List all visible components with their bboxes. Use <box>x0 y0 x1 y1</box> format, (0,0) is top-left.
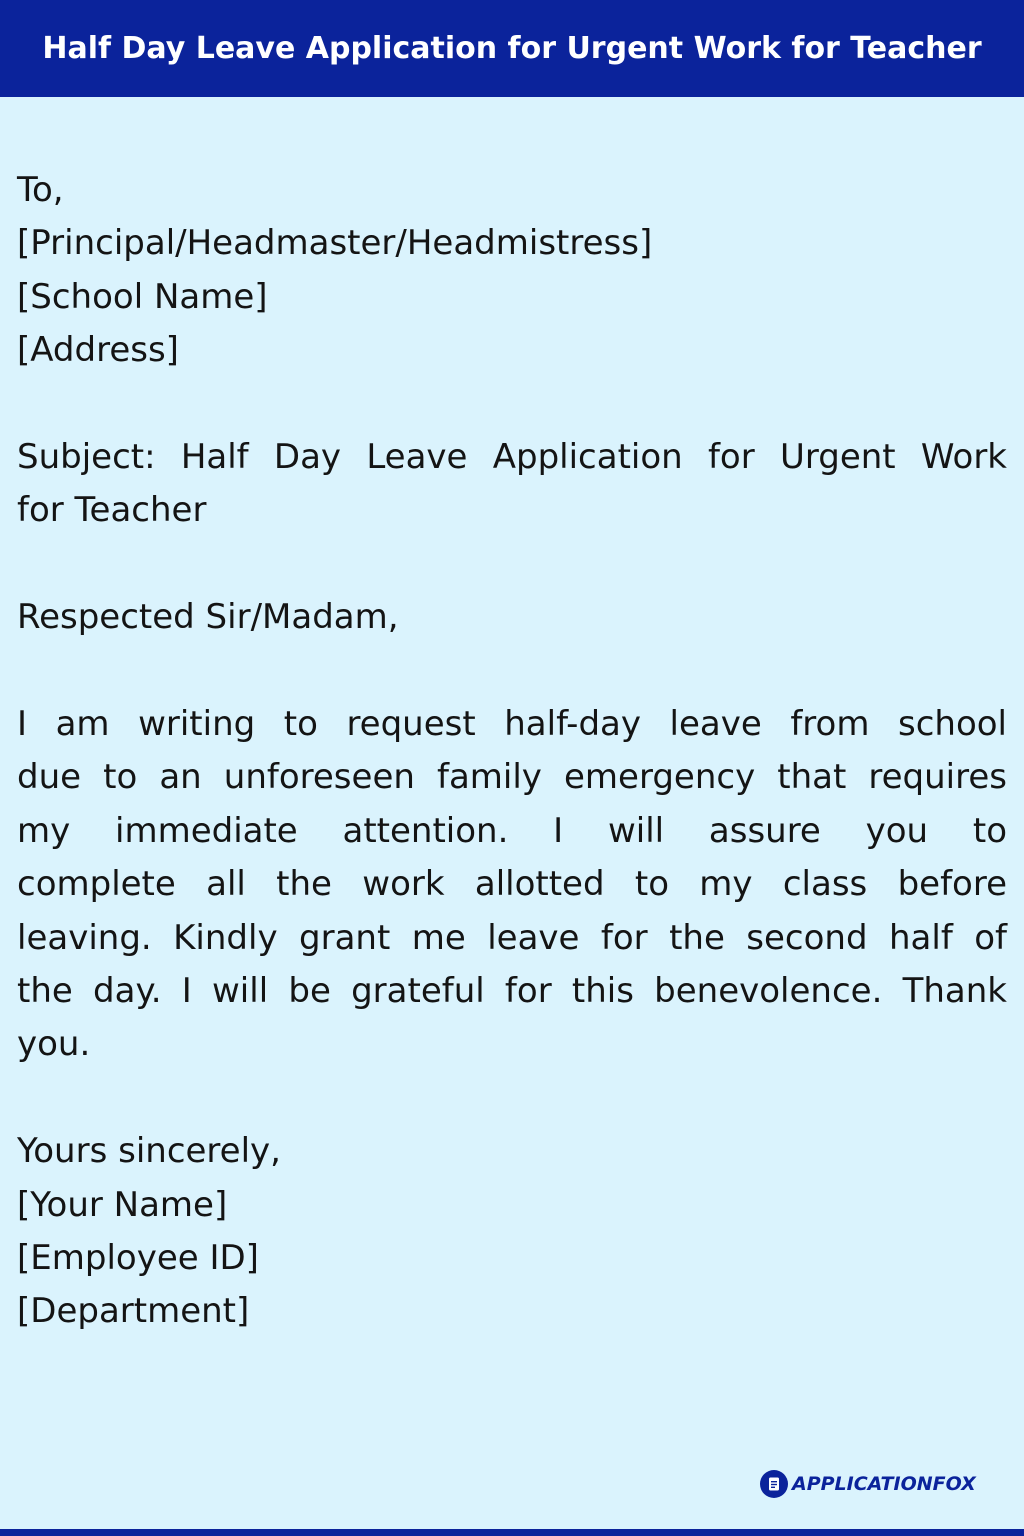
page-title: Half Day Leave Application for Urgent Work for Teacher <box>42 31 982 66</box>
recipient-school: [School Name] <box>17 276 268 317</box>
body-line: you. <box>17 1024 91 1065</box>
signer-name: [Your Name] <box>17 1184 228 1225</box>
brand-logo <box>760 1470 976 1498</box>
bottom-bar <box>0 1529 1024 1536</box>
recipient-to: To, <box>17 170 64 210</box>
recipient-address: [Address] <box>17 330 179 371</box>
subject-line-1: Subject: Half Day Leave Application for Urgent Work <box>17 437 1007 478</box>
body-line: my immediate attention. I will assure you to <box>17 810 1007 851</box>
brand-logo-text: APPLICATIONFOX <box>792 1473 976 1495</box>
page-header <box>0 0 1024 97</box>
signer-employee-id: [Employee ID] <box>17 1238 259 1279</box>
body-line: I am writing to request half-day leave from school <box>17 704 1007 745</box>
body-line: complete all the work allotted to my class before <box>17 864 1007 905</box>
document-icon <box>760 1470 788 1498</box>
body-line: leaving. Kindly grant me leave for the second half of <box>17 917 1007 958</box>
salutation: Respected Sir/Madam, <box>17 597 399 638</box>
signer-department: [Department] <box>17 1291 250 1332</box>
subject-line-2: for Teacher <box>17 490 207 531</box>
body-line: the day. I will be grateful for this benevolence. Thank <box>17 971 1007 1012</box>
body-paragraph <box>17 698 1007 1072</box>
body-line: due to an unforeseen family emergency that requires <box>17 757 1007 798</box>
sign-off: Yours sincerely, <box>17 1131 281 1172</box>
recipient-designation: [Principal/Headmaster/Headmistress] <box>17 223 653 264</box>
letter-body <box>17 164 1007 1339</box>
